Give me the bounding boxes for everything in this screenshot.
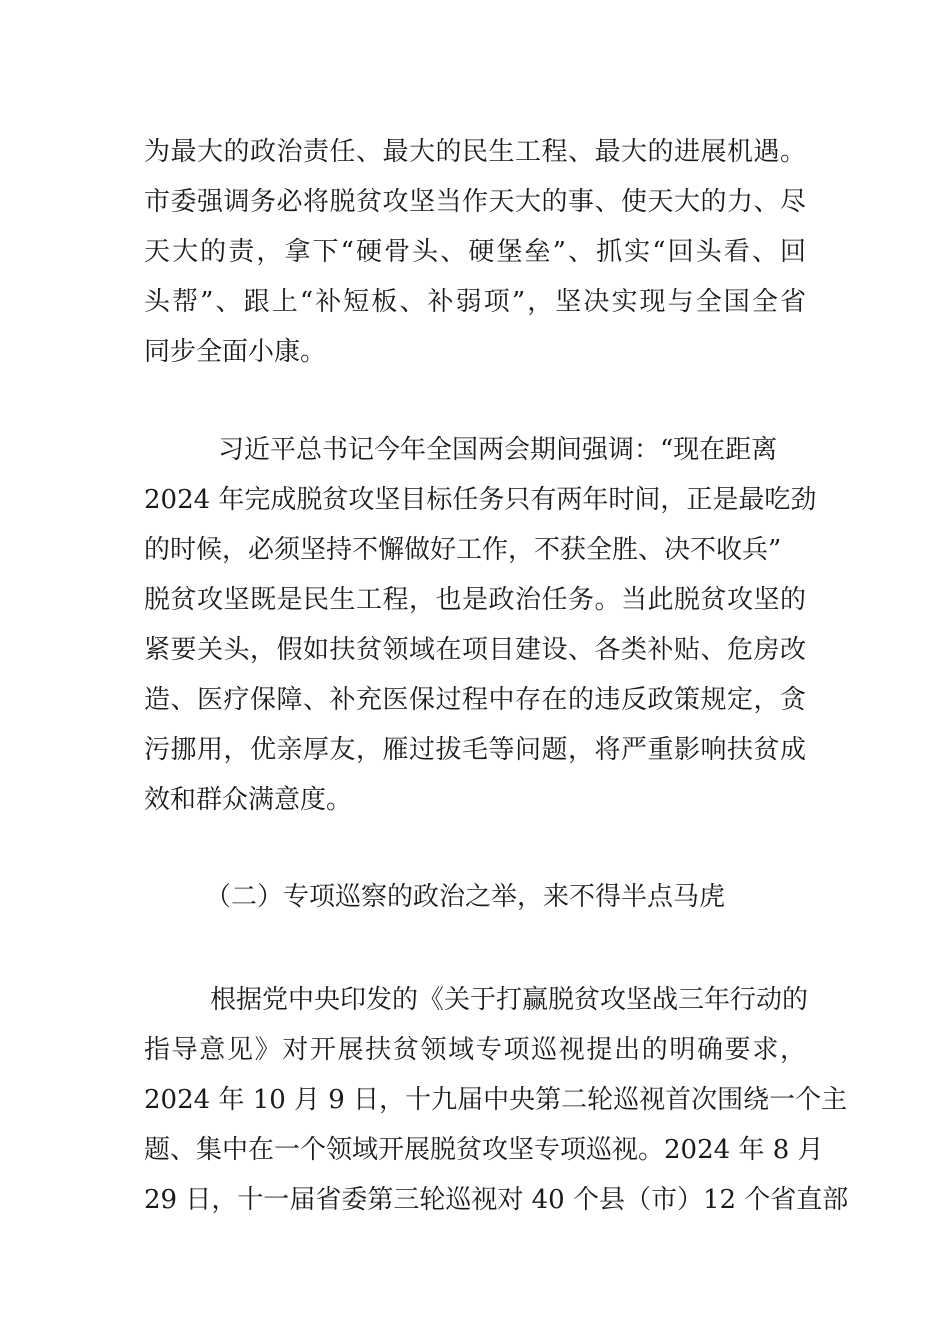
- paragraph-2-line-5: 紧要关头，假如扶贫领域在项目建设、各类补贴、危房改: [144, 635, 806, 665]
- paragraph-1-line-5: 同步全面小康。: [144, 337, 327, 367]
- paragraph-2-line-1: 习近平总书记今年全国两会期间强调：“现在距离: [218, 435, 778, 465]
- paragraph-2-line-4: 脱贫攻坚既是民生工程，也是政治任务。当此脱贫攻坚的: [144, 585, 806, 615]
- paragraph-1-line-1: 为最大的政治责任、最大的民生工程、最大的进展机遇。: [144, 137, 806, 167]
- paragraph-1-line-2: 市委强调务必将脱贫攻坚当作天大的事、使天大的力、尽: [144, 187, 806, 217]
- paragraph-3-line-2: 指导意见》对开展扶贫领域专项巡视提出的明确要求，: [144, 1035, 806, 1065]
- paragraph-2-line-6: 造、医疗保障、补充医保过程中存在的违反政策规定，贪: [144, 685, 806, 715]
- paragraph-2-line-8: 效和群众满意度。: [144, 785, 353, 815]
- paragraph-1-line-3: 天大的责，拿下“硬骨头、硬堡垒”、抓实“回头看、回: [144, 237, 806, 267]
- paragraph-3-line-1: 根据党中央印发的《关于打赢脱贫攻坚战三年行动的: [210, 985, 809, 1015]
- paragraph-3-line-3: 2024 年 10 月 9 日，十九届中央第二轮巡视首次围绕一个主: [144, 1085, 848, 1115]
- paragraph-1-line-4: 头帮”、跟上“补短板、补弱项”，坚决实现与全国全省: [144, 287, 806, 317]
- paragraph-2-line-2: 2024 年完成脱贫攻坚目标任务只有两年时间，正是最吃劲: [144, 485, 817, 515]
- paragraph-3-line-4: 题、集中在一个领域开展脱贫攻坚专项巡视。2024 年 8 月: [144, 1135, 824, 1165]
- section-heading: （二）专项巡察的政治之举，来不得半点马虎: [205, 882, 726, 912]
- paragraph-2-line-7: 污挪用，优亲厚友，雁过拔毛等问题，将严重影响扶贫成: [144, 735, 806, 765]
- paragraph-2-line-3: 的时候，必须坚持不懈做好工作，不获全胜、决不收兵”: [144, 535, 782, 565]
- paragraph-3-line-5: 29 日，十一届省委第三轮巡视对 40 个县（市）12 个省直部: [144, 1185, 849, 1215]
